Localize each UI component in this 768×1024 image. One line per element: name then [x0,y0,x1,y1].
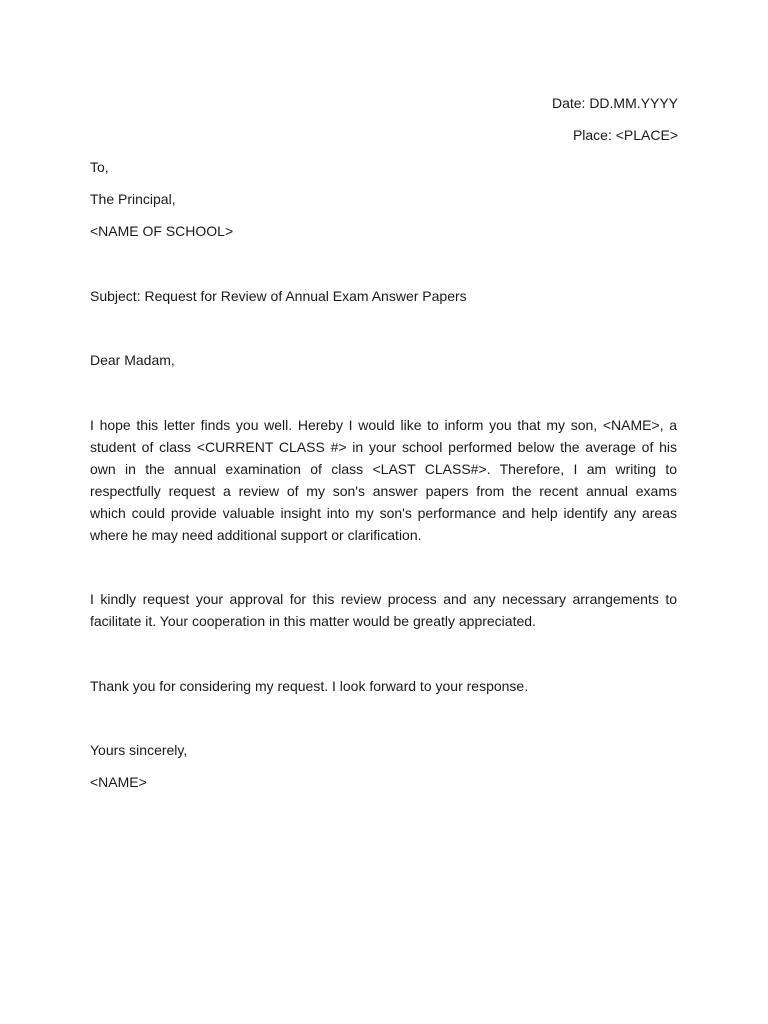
to-line: To, [90,159,109,175]
signature: <NAME> [90,774,147,790]
paragraph-1-line: where he may need additional support or clarification. [90,527,422,543]
paragraph-1-line: I hope this letter finds you well. Hereby I would like to inform you that my son, <NAME>, a [90,417,677,433]
paragraph-1-line: student of class <CURRENT CLASS #> in your school performed below the average of his [90,439,677,455]
place-line: Place: <PLACE> [572,127,678,143]
paragraph-1-line: own in the annual examination of class <LAST CLASS#>. Therefore, I am writing to [90,461,677,477]
paragraph-2-line: I kindly request your approval for this review process and any necessary arrangements to [90,591,677,607]
school-name: <NAME OF SCHOOL> [90,223,234,239]
paragraph-3: Thank you for considering my request. I look forward to your response. [90,678,529,694]
paragraph-1 [90,414,677,546]
date-line: Date: DD.MM.YYYY [551,95,678,111]
subject-line: Subject: Request for Review of Annual Exam Answer Papers [90,288,467,304]
paragraph-1-line: which could provide valuable insight into my son's performance and help identify any areas [90,505,677,521]
paragraph-1-line: respectfully request a review of my son's answer papers from the recent annual exams [90,483,677,499]
closing: Yours sincerely, [90,742,188,758]
salutation: Dear Madam, [90,352,175,368]
recipient-title: The Principal, [90,191,176,207]
paragraph-2-line: facilitate it. Your cooperation in this matter would be greatly appreciated. [90,613,536,629]
paragraph-2 [90,588,677,632]
